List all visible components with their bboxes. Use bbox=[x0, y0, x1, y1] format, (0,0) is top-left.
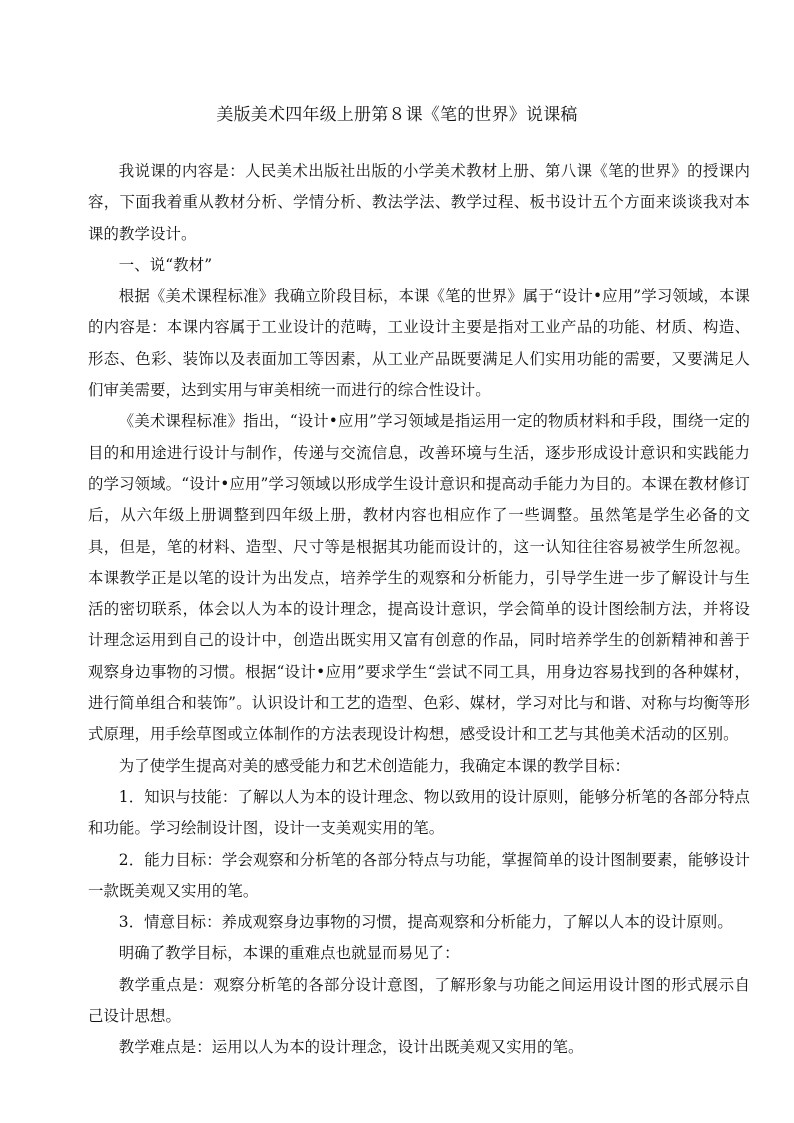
paragraph-key-intro: 明确了教学目标，本课的重难点也就显而易见了： bbox=[118, 944, 460, 963]
document-title: 美版美术四年级上册第８课《笔的世界》说课稿 bbox=[216, 105, 578, 125]
paragraph-difficult-point: 教学难点是：运用以人为本的设计理念，设计出既美观又实用的笔。 bbox=[118, 1038, 584, 1057]
paragraph-section-heading: 一、说“教材” bbox=[118, 255, 213, 274]
paragraph-standard: 根据《美术课程标准》我确立阶段目标，本课《笔的世界》属于“设计•应用”学习领域，本课的内容是：本课内容属于工业设计的范畴，工业设计主要是指对工业产品的功能、材质、构造、形态、色彩、装饰以及表面加工等因素，从工业产品既要满足人们实用功能的需要，又要满足人们审美需要，达到实用与审美相统一而进行的综合性设计。 bbox=[88, 287, 750, 400]
paragraph-goal-emotion: 3．情意目标：养成观察身边事物的习惯，提高观察和分析能力，了解以人本的设计原则。 bbox=[118, 913, 733, 932]
document-body bbox=[88, 156, 750, 1064]
paragraph-goals-intro: 为了使学生提高对美的感受能力和艺术创造能力，我确定本课的教学目标： bbox=[118, 756, 630, 775]
paragraph-goal-knowledge: 1．知识与技能：了解以人为本的设计理念、物以致用的设计原则，能够分析笔的各部分特点和功能。学习绘制设计图，设计一支美观实用的笔。 bbox=[88, 787, 750, 838]
paragraph-curriculum: 《美术课程标准》指出，“设计•应用”学习领域是指运用一定的物质材料和手段，围绕一定的目的和用途进行设计与制作，传递与交流信息，改善环境与生活，逐步形成设计意识和实践能力的学习领域。“设计•应用”学习领域以形成学生设计意识和提高动手能力为目的。本课在教材修订后，从六年级上册调整到四年级上册，教材内容也相应作了一些调整。虽然笔是学生必备的文具，但是，笔的材料、造型、尺寸等是根据其功能而设计的，这一认知往往容易被学生所忽视。本课教学正是以笔的设计为出发点，培养学生的观察和分析能力，引导学生进一步了解设计与生活的密切联系，体会以人为本的设计理念，提高设计意识，学会简单的设计图绘制方法，并将设计理念运用到自己的设计中，创造出既实用又富有创意的作品，同时培养学生的创新精神和善于观察身边事物的习惯。根据“设计•应用”要求学生“尝试不同工具，用身边容易找到的各种媒材，进行简单组合和装饰”。认识设计和工艺的造型、色彩、媒材，学习对比与和谐、对称与均衡等形式原理，用手绘草图或立体制作的方法表现设计构想，感受设计和工艺与其他美术活动的区别。 bbox=[88, 412, 750, 744]
paragraph-goal-ability: 2．能力目标：学会观察和分析笔的各部分特点与功能，掌握简单的设计图制要素，能够设计一款既美观又实用的笔。 bbox=[88, 850, 750, 900]
paragraph-intro: 我说课的内容是：人民美术出版社出版的小学美术教材上册、第八课《笔的世界》的授课内容，下面我着重从教材分析、学情分析、教法学法、教学过程、板书设计五个方面来谈谈我对本课的教学设计。 bbox=[88, 162, 750, 243]
paragraph-key-point: 教学重点是：观察分析笔的各部分设计意图，了解形象与功能之间运用设计图的形式展示自己设计思想。 bbox=[88, 975, 750, 1026]
